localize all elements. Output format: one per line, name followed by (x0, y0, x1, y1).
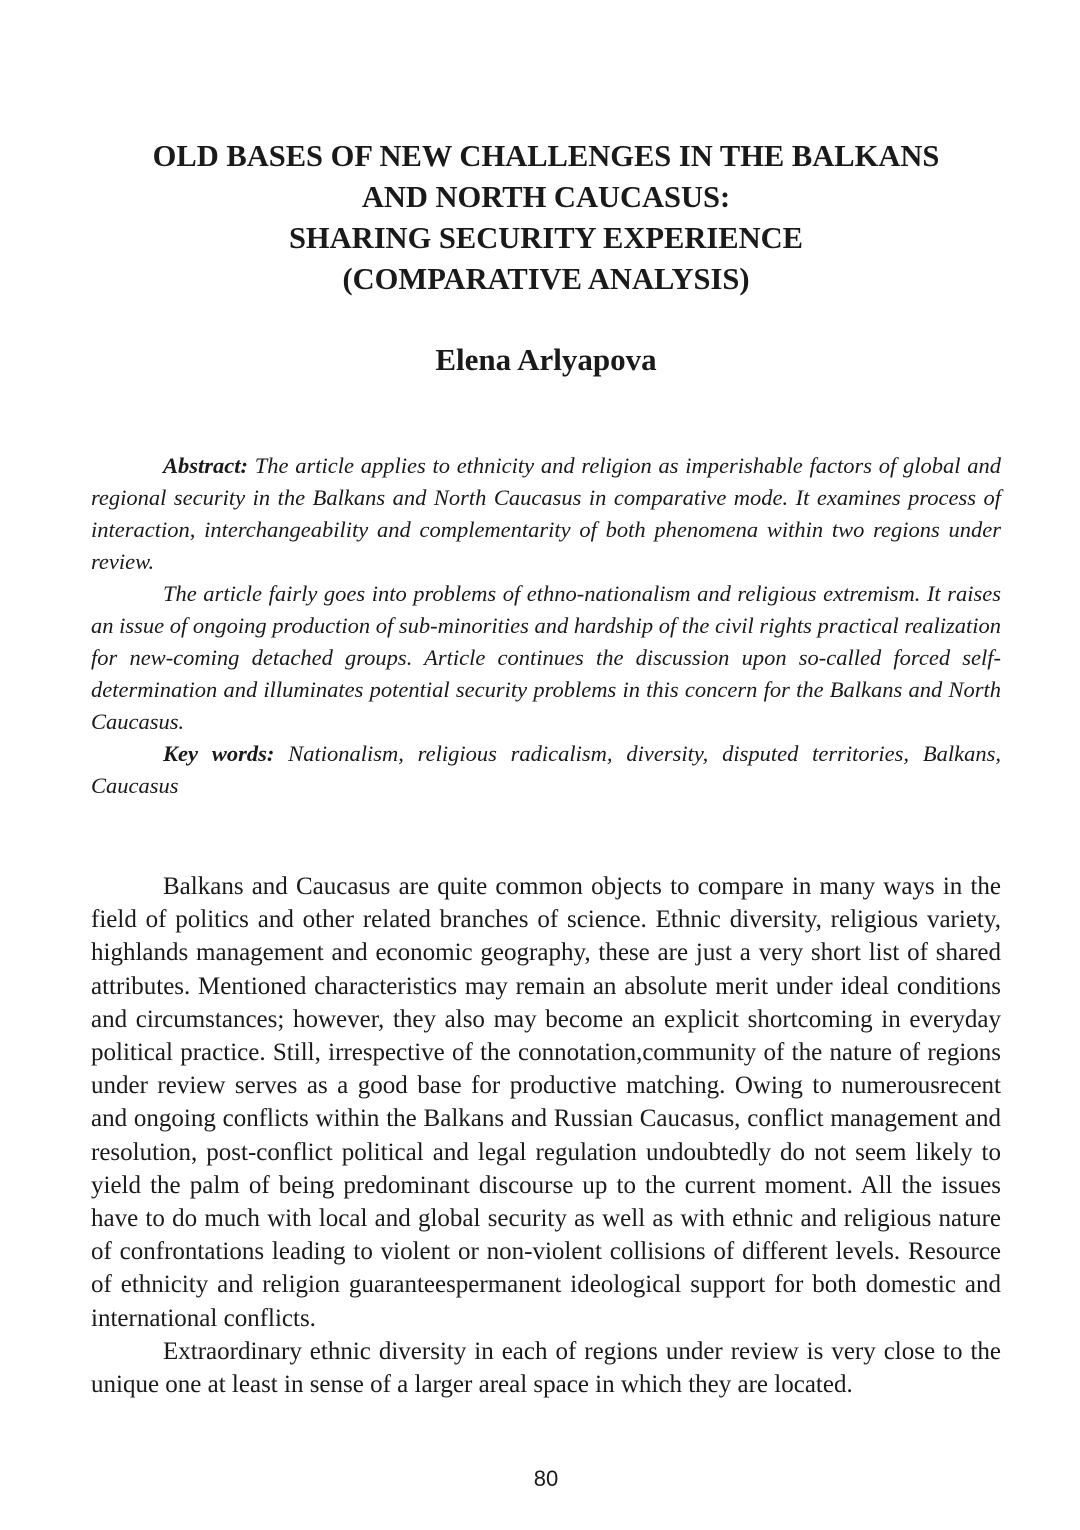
body-paragraph-2: Extraordinary ethnic diversity in each of regions under review is very close to the unique one at least in sense of a larger areal space in which they are located. (91, 1337, 1001, 1399)
abstract-paragraph-1 (91, 450, 1001, 578)
title-line-4: (COMPARATIVE ANALYSIS) (342, 262, 750, 296)
abstract-label: Abstract: (163, 453, 249, 478)
keywords-text: Nationalism, religious radicalism, diversity, disputed territories, Balkans, Caucasus (91, 741, 1002, 798)
body-section (91, 870, 1001, 1401)
author-name: Elena Arlyapova (435, 342, 657, 377)
abstract-paragraph-2: The article fairly goes into problems of ethno-nationalism and religious extremism. It raises an issue of ongoing production of sub-minorities and hardship of the civil rights practical realization for new-coming detached groups. Article continues the discussion upon so-called forced self-determination and illuminates potential security problems in this concern for the Balkans and North Caucasus. (91, 581, 1001, 734)
title-line-2: AND NORTH CAUCASUS: (361, 180, 731, 214)
title-line-1: OLD BASES OF NEW CHALLENGES IN THE BALKANS (152, 139, 940, 173)
body-paragraph-1: Balkans and Caucasus are quite common objects to compare in many ways in the field of politics and other related branches of science. Ethnic diversity, religious variety, highlands management and economic geography, these are just a very short list of shared attributes. Mentioned characteristics may remain an absolute merit under ideal conditions and circumstances; however, they also may become an explicit shortcoming in everyday political practice. Still, irrespective of the connotation,community of the nature of regions under review serves as a good base for productive matching. Owing to numerousrecent and ongoing conflicts within the Balkans and Russian Caucasus, conflict management and resolution, post-conflict political and legal regulation undoubtedly do not seem likely to yield the palm of being predominant discourse up to the current moment. All the issues have to do much with local and global security as well as with ethnic and religious nature of confrontations leading to violent or non-violent collisions of different levels. Resource of ethnicity and religion guaranteespermanent ideological support for both domestic and international conflicts. (91, 873, 1001, 1332)
keywords-label: Key words: (163, 741, 275, 766)
page-number: 80 (533, 1466, 559, 1491)
keywords-paragraph (91, 738, 1001, 802)
abstract-text-1: The article applies to ethnicity and religion as imperishable factors of global and regional security in the Balkans and North Caucasus in comparative mode. It examines process of interaction, interchangeability and complementarity of both phenomena within two regions under review. (91, 453, 1001, 574)
article-title (91, 136, 1001, 300)
title-line-3: SHARING SECURITY EXPERIENCE (288, 221, 804, 255)
abstract-section (91, 450, 1001, 802)
